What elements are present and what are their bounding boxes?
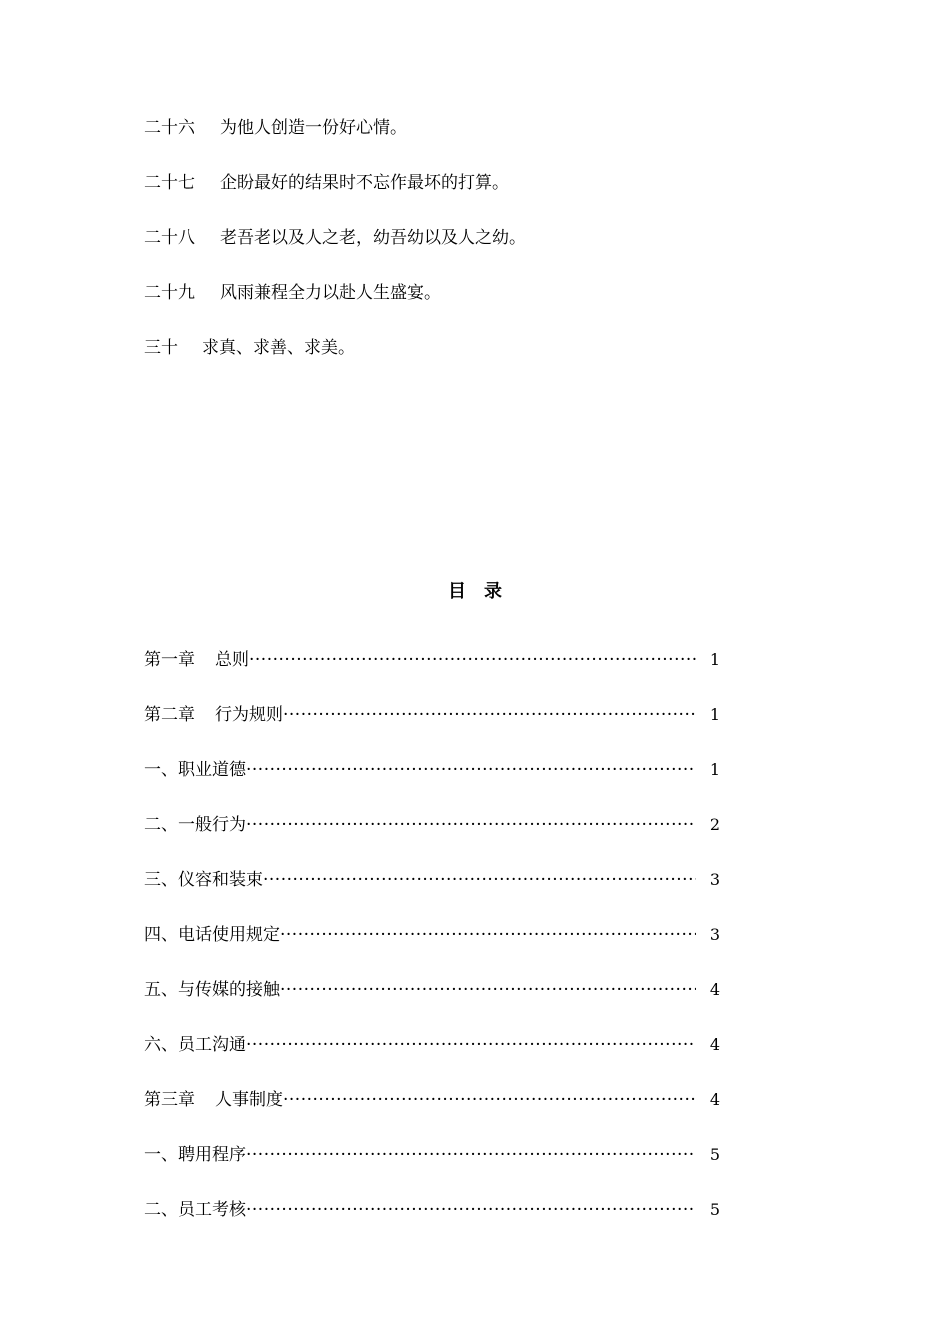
dot-leader [246, 811, 696, 839]
dot-leader [246, 1196, 696, 1224]
dot-leader [283, 1086, 696, 1114]
principle-number: 二十七 [144, 173, 195, 193]
toc-entry[interactable] [144, 742, 720, 797]
toc-page-number: 1 [709, 704, 720, 724]
principle-text: 求真、求善、求美。 [202, 338, 355, 358]
dot-leader [249, 646, 696, 674]
toc-entry[interactable] [144, 1017, 720, 1072]
toc-entry[interactable] [144, 1182, 720, 1237]
principle-item [144, 169, 764, 224]
principle-number: 二十九 [144, 283, 195, 303]
principle-text: 老吾老以及人之老，幼吾幼以及人之幼。 [220, 228, 526, 248]
toc-chapter: 第三章 [144, 1089, 195, 1110]
principles-list [144, 114, 764, 389]
toc-page-number: 5 [709, 1199, 720, 1219]
toc-label: 一、聘用程序 [144, 1144, 246, 1165]
principle-number: 二十八 [144, 228, 195, 248]
table-of-contents [144, 632, 720, 1237]
toc-label: 四、电话使用规定 [144, 924, 280, 945]
toc-label: 行为规则 [215, 704, 283, 725]
toc-page-number: 1 [709, 649, 720, 669]
dot-leader [246, 1031, 696, 1059]
toc-entry[interactable] [144, 852, 720, 907]
toc-label: 总则 [215, 649, 249, 670]
toc-page-number: 4 [709, 1034, 720, 1054]
toc-page-number: 3 [709, 924, 720, 944]
toc-label: 一、职业道德 [144, 759, 246, 780]
toc-page-number: 5 [709, 1144, 720, 1164]
toc-page-number: 1 [709, 759, 720, 779]
dot-leader [263, 866, 696, 894]
dot-leader [280, 921, 696, 949]
toc-label: 六、员工沟通 [144, 1034, 246, 1055]
principle-number: 三十 [144, 338, 178, 358]
dot-leader [283, 701, 696, 729]
principle-item [144, 279, 764, 334]
principle-text: 风雨兼程全力以赴人生盛宴。 [220, 283, 441, 303]
toc-page-number: 4 [709, 979, 720, 999]
toc-entry[interactable] [144, 687, 720, 742]
toc-entry[interactable] [144, 797, 720, 852]
toc-entry[interactable] [144, 1072, 720, 1127]
toc-entry-label-group [144, 1086, 283, 1114]
toc-entry-label-group [144, 701, 283, 729]
principle-text: 为他人创造一份好心情。 [220, 118, 407, 138]
toc-entry[interactable] [144, 962, 720, 1017]
toc-entry-label-group [144, 646, 249, 674]
dot-leader [246, 756, 696, 784]
toc-chapter: 第一章 [144, 649, 195, 670]
toc-label: 人事制度 [215, 1089, 283, 1110]
toc-label: 二、员工考核 [144, 1199, 246, 1220]
toc-entry[interactable] [144, 907, 720, 962]
principle-text: 企盼最好的结果时不忘作最坏的打算。 [220, 173, 509, 193]
toc-page-number: 2 [709, 814, 720, 834]
toc-page-number: 4 [709, 1089, 720, 1109]
toc-title: 目录 [448, 581, 520, 602]
toc-chapter: 第二章 [144, 704, 195, 725]
principle-number: 二十六 [144, 118, 195, 138]
toc-entry[interactable] [144, 1127, 720, 1182]
toc-page-number: 3 [709, 869, 720, 889]
toc-label: 五、与传媒的接触 [144, 979, 280, 1000]
toc-label: 二、一般行为 [144, 814, 246, 835]
toc-entry[interactable] [144, 632, 720, 687]
dot-leader [246, 1141, 696, 1169]
principle-item [144, 334, 764, 389]
toc-label: 三、仪容和装束 [144, 869, 263, 890]
principle-item [144, 224, 764, 279]
dot-leader [280, 976, 696, 1004]
principle-item [144, 114, 764, 169]
